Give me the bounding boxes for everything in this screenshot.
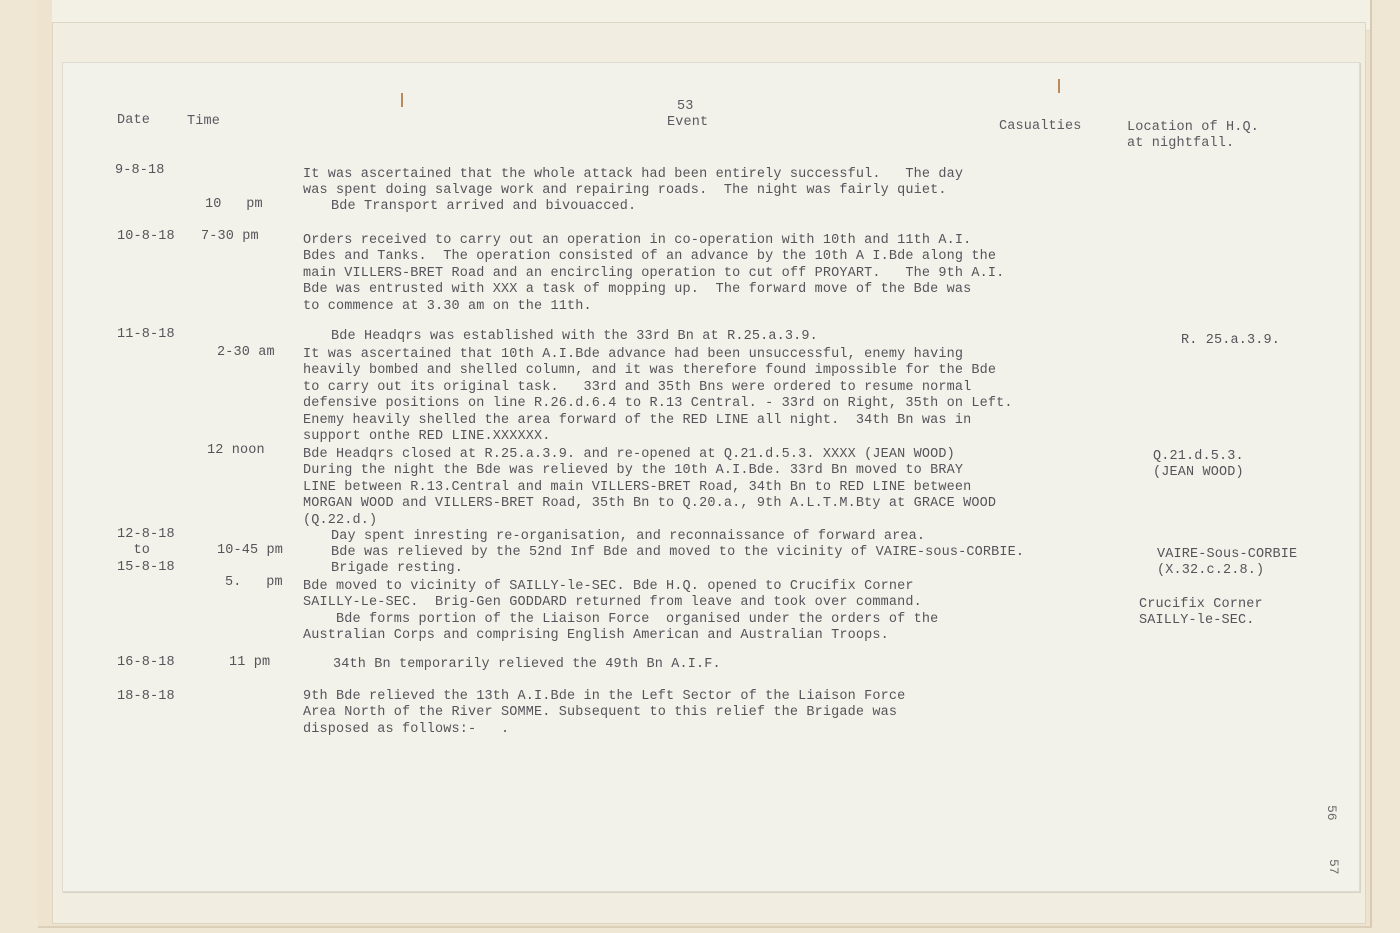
entry-location: Q.21.d.5.3. (JEAN WOOD) (1153, 449, 1244, 481)
margin-page-number: 56 (1324, 805, 1339, 821)
entry-time: 5. pm (225, 575, 283, 590)
entry-event: It was ascertained that 10th A.I.Bde advance had been unsuccessful, enemy having heavily bombed and shelled column, and it was therefore found impossible for the Bde to carry out its original task. 33rd and 35th Bns were ordered to resume normal defensive positions on line R.26.d.6.4 to R.13 Central. - 33rd on Right, 35th on Left. Enemy heavily shelled the area forward of the RED LINE all night. 34th Bn was in support onthe RED LINE.XXXXXX. (303, 347, 1013, 445)
entry-date: 18-8-18 (117, 689, 175, 704)
entry-date: 16-8-18 (117, 655, 175, 670)
entry-event: Bde moved to vicinity of SAILLY-le-SEC. Bde H.Q. opened to Crucifix Corner SAILLY-Le-SEC. Brig-Gen GODDARD returned from leave and took over command. Bde forms portion of the Liaison Force organised under the orders of the Australian Corps and comprising English American and Australian Troops. (303, 579, 939, 644)
pencil-mark (1058, 79, 1060, 93)
entry-event: 9th Bde relieved the 13th A.I.Bde in the Left Sector of the Liaison Force Area North of the River SOMME. Subsequent to this relief the Brigade was disposed as follows:- . (303, 689, 906, 737)
entry-date: 12-8-18 to 15-8-18 (117, 527, 175, 575)
entry-event: Bde Transport arrived and bivouacced. (331, 199, 637, 214)
entry-location: VAIRE-Sous-CORBIE (X.32.c.2.8.) (1157, 547, 1298, 579)
header-date: Date (117, 113, 151, 128)
entry-time: 12 noon (207, 443, 265, 458)
entry-event: 34th Bn temporarily relieved the 49th Bn A.I.F. (333, 657, 721, 672)
page-number: 53 (677, 99, 694, 114)
entry-location: Crucifix Corner SAILLY-le-SEC. (1139, 597, 1263, 629)
entry-time: 10-45 pm (217, 543, 284, 558)
entry-location: R. 25.a.3.9. (1181, 333, 1281, 348)
header-time: Time (187, 114, 221, 129)
entry-event: Orders received to carry out an operation in co-operation with 10th and 11th A.I. Bdes and Tanks. The operation consisted of an advance by the 10th A I.Bde along the main VILLERS-BRET Road and an encircling operation to cut off PROYART. The 9th A.I. Bde was entrusted with XXX a task of mopping up. The forward move of the Bde was to commence at 3.30 am on the 11th. (303, 233, 1005, 314)
entry-time: 11 pm (229, 655, 271, 670)
entry-event: It was ascertained that the whole attack had been entirely successful. The day was spent doing salvage work and repairing roads. The night was fairly quiet. (303, 167, 964, 199)
margin-page-number: 57 (1326, 859, 1341, 875)
header-event: Event (667, 115, 709, 130)
entry-date: 11-8-18 (117, 327, 175, 342)
pencil-mark (401, 93, 403, 107)
entry-event: Bde Headqrs was established with the 33rd Bn at R.25.a.3.9. (331, 329, 818, 344)
entry-date: 10-8-18 (117, 229, 175, 244)
entry-date: 9-8-18 (115, 163, 165, 178)
entry-time: 7-30 pm (201, 229, 259, 244)
entry-event: Day spent inresting re-organisation, and reconnaissance of forward area. (331, 529, 926, 544)
entry-event: Bde was relieved by the 52nd Inf Bde and moved to the vicinity of VAIRE-sous-CORBIE. Brigade resting. (331, 545, 1025, 577)
header-location: Location of H.Q. at nightfall. (1127, 120, 1260, 152)
entry-time: 2-30 am (217, 345, 275, 360)
header-casualties: Casualties (999, 119, 1082, 134)
entry-event: Bde Headqrs closed at R.25.a.3.9. and re-opened at Q.21.d.5.3. XXXX (JEAN WOOD) During the night the Bde was relieved by the 10th A.I.Bde. 33rd Bn moved to BRAY LINE between R.13.Central and main VILLERS-BRET Road, 34th Bn to RED LINE between MORGAN WOOD and VILLERS-BRET Road, 35th Bn to Q.20.a., 9th A.L.T.M.Bty at GRACE WOOD (Q.22.d.) (303, 447, 997, 528)
war-diary-page (62, 62, 1360, 892)
entry-time: 10 pm (205, 197, 263, 212)
